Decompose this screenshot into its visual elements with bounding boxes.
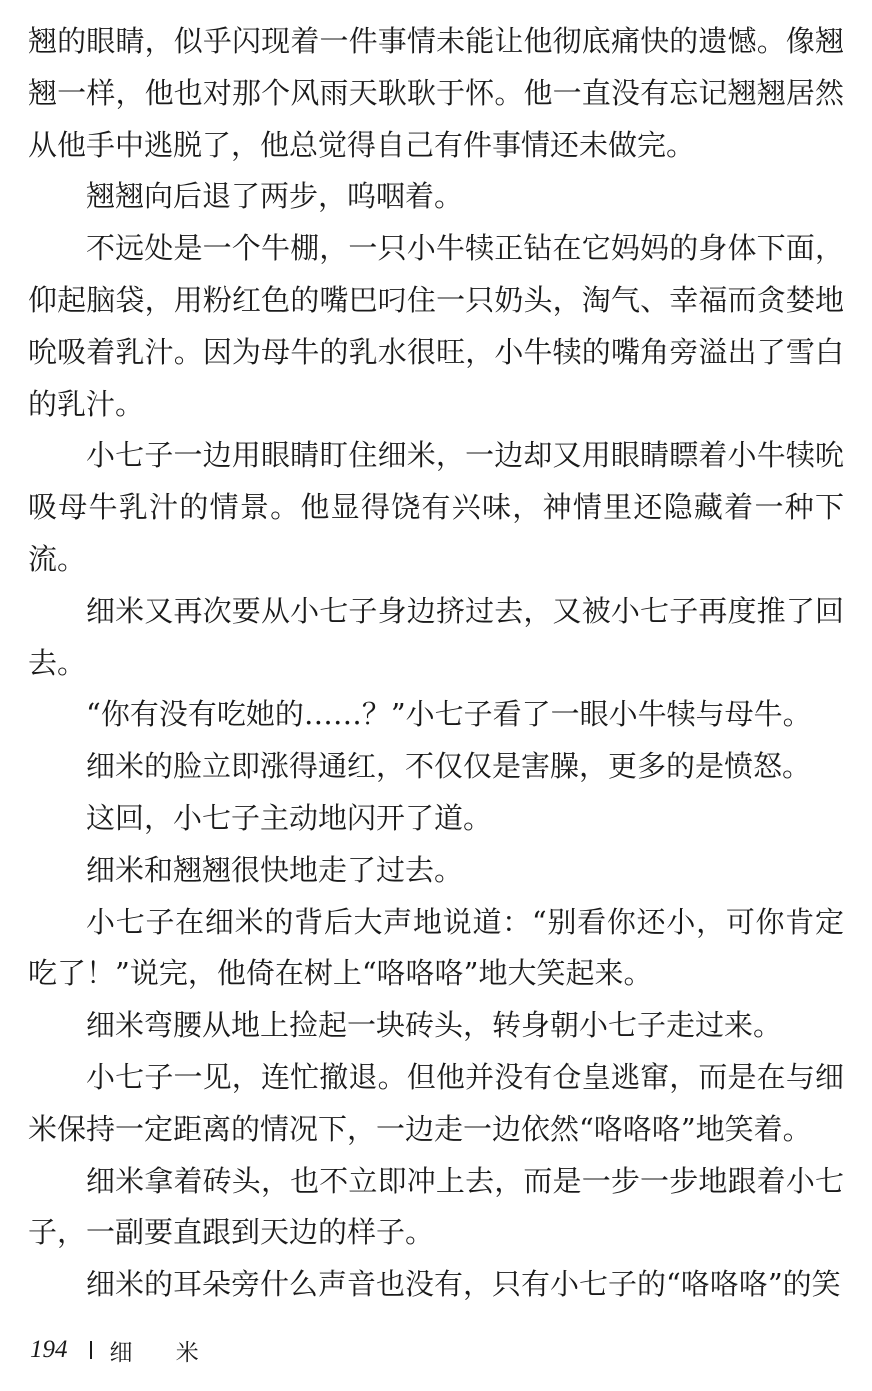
paragraph: 细米弯腰从地上捡起一块砖头，转身朝小七子走过来。 — [86, 1008, 783, 1043]
paragraph: 不远处是一个牛棚，一只小牛犊正钻在它妈妈的身体下面，仰起脑袋，用粉红色的嘴巴叼住一只奶头，淘气、幸福而贪婪地吮吸着乳汁。因为母牛的乳水很旺，小牛犊的嘴角旁溢出了雪白的乳汁。 — [28, 231, 844, 421]
paragraph: 细米又再次要从小七子身边挤过去，又被小七子再度推了回去。 — [28, 593, 844, 680]
paragraph: 这回，小七子主动地闪开了道。 — [86, 800, 493, 835]
paragraph: “你有没有吃她的……？”小七子看了一眼小牛犊与母牛。 — [86, 697, 812, 732]
paragraph: 细米的脸立即涨得通红，不仅仅是害臊，更多的是愤怒。 — [86, 749, 812, 784]
paragraph: 小七子在细米的背后大声地说道：“别看你还小，可你肯定吃了！”说完，他倚在树上“咯咯咯”地大笑起来。 — [28, 904, 844, 991]
page-body — [28, 16, 844, 1311]
paragraph: 细米的耳朵旁什么声音也没有，只有小七子的“咯咯咯”的笑 — [86, 1267, 841, 1302]
paragraph: 细米拿着砖头，也不立即冲上去，而是一步一步地跟着小七子，一副要直跟到天边的样子。 — [28, 1163, 844, 1250]
running-title: 细 米 — [109, 1339, 217, 1366]
page-footer — [30, 1330, 217, 1370]
paragraph: 细米和翘翘很快地走了过去。 — [86, 852, 464, 887]
footer-divider — [90, 1341, 92, 1359]
paragraph: 小七子一边用眼睛盯住细米，一边却又用眼睛瞟着小牛犊吮吸母牛乳汁的情景。他显得饶有兴味，神情里还隐藏着一种下流。 — [28, 438, 844, 576]
paragraph: 翘翘向后退了两步，呜咽着。 — [86, 179, 464, 214]
paragraph-continuation: 翘的眼睛，似乎闪现着一件事情未能让他彻底痛快的遗憾。像翘翘一样，他也对那个风雨天耿耿于怀。他一直没有忘记翘翘居然从他手中逃脱了，他总觉得自己有件事情还未做完。 — [28, 24, 844, 162]
paragraph: 小七子一见，连忙撤退。但他并没有仓皇逃窜，而是在与细米保持一定距离的情况下，一边走一边依然“咯咯咯”地笑着。 — [28, 1059, 844, 1146]
page-number: 194 — [30, 1336, 68, 1363]
